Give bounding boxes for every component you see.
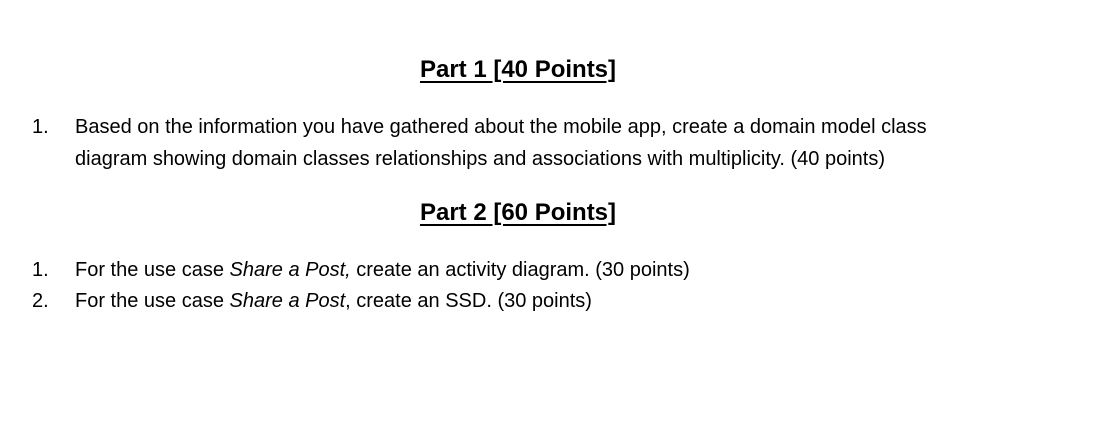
- list-item-text: [75, 111, 1085, 175]
- list-number: 1.: [32, 259, 49, 281]
- list-item-text: [75, 254, 1085, 286]
- list-number: 1.: [32, 116, 49, 138]
- use-case-name: Share a Post,: [229, 259, 351, 281]
- list-number: 2.: [32, 290, 49, 312]
- list-item-suffix: , create an SSD. (30 points): [345, 290, 592, 312]
- list-item-prefix: For the use case: [75, 290, 230, 312]
- list-item-prefix: For the use case: [75, 259, 230, 281]
- part1-heading: Part 1 [40 Points]: [419, 56, 617, 83]
- use-case-name: Share a Post: [229, 290, 346, 312]
- list-item-suffix: create an activity diagram. (30 points): [350, 259, 690, 281]
- list-item-text: [75, 285, 1085, 317]
- list-item-line-1: Based on the information you have gathered about the mobile app, create a domain model class: [75, 116, 927, 138]
- part2-heading: Part 2 [60 Points]: [419, 199, 617, 226]
- list-item-line-2: diagram showing domain classes relationships and associations with multiplicity. (40 points): [75, 148, 886, 170]
